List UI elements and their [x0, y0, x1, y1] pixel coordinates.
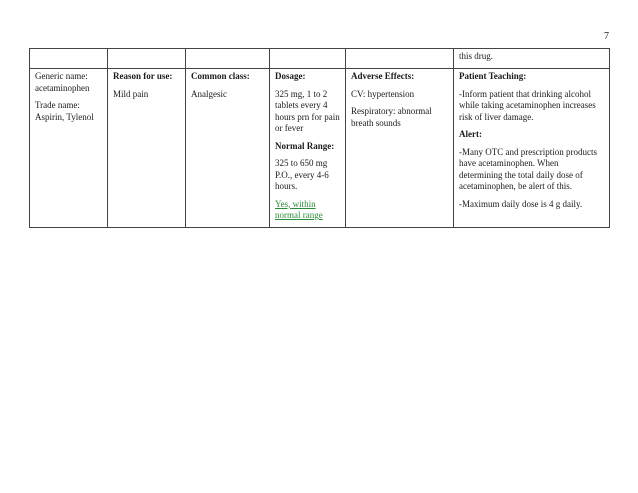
drug-name-cell — [30, 69, 108, 228]
drug-card-table — [29, 48, 610, 228]
reason-value: Mild pain — [113, 88, 149, 99]
continuation-row — [30, 49, 610, 69]
teaching-header: Patient Teaching: — [459, 71, 527, 81]
class-cell — [186, 69, 270, 228]
dosage-header: Dosage: — [275, 71, 306, 81]
reason-cell — [108, 69, 186, 228]
normal-range-header: Normal Range: — [275, 140, 335, 151]
dosage-value: 325 mg, 1 to 2 tablets every 4 hours prn for pain or fever — [275, 88, 340, 133]
dosage-cell — [270, 69, 346, 228]
drug-row — [30, 69, 610, 228]
reason-header: Reason for use: — [113, 71, 173, 81]
continued-teaching-text: this drug. — [459, 51, 494, 61]
adverse-header: Adverse Effects: — [351, 71, 415, 81]
teaching-cell — [454, 69, 610, 228]
adverse-respiratory: Respiratory: abnormal breath sounds — [351, 106, 432, 128]
adverse-cell — [346, 69, 454, 228]
within-range-note: Yes, within normal range — [275, 198, 323, 220]
alert-item-2: -Maximum daily dose is 4 g daily. — [459, 198, 583, 209]
alert-item-1: -Many OTC and prescription products have acetaminophen. When determining the total daily dose of acetaminophen, be alert of this. — [459, 146, 597, 191]
class-header: Common class: — [191, 71, 250, 81]
generic-name: Generic name: acetaminophen — [35, 71, 90, 93]
teaching-item-1: -Inform patient that drinking alcohol while taking acetaminophen increases risk of liver damage. — [459, 88, 596, 122]
adverse-cv: CV: hypertension — [351, 88, 415, 99]
class-value: Analgesic — [191, 88, 227, 99]
trade-name: Trade name: Aspirin, Tylenol — [35, 100, 94, 122]
normal-range-value: 325 to 650 mg P.O., every 4-6 hours. — [275, 158, 329, 191]
page-number: 7 — [604, 31, 609, 42]
alert-header: Alert: — [459, 129, 482, 139]
